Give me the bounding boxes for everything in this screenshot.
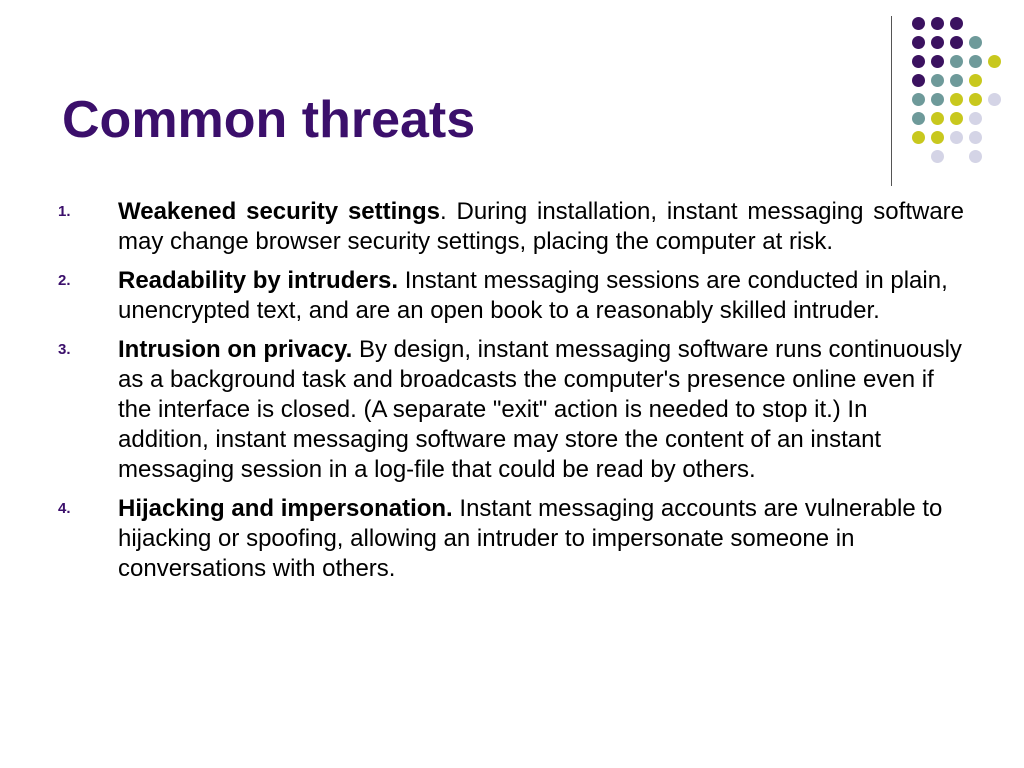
decorative-dot	[931, 74, 944, 87]
threat-item	[58, 335, 964, 485]
slide-title: Common threats	[62, 91, 476, 149]
item-number: 3.	[58, 341, 71, 358]
threat-term: Readability by intruders.	[118, 267, 399, 294]
decorative-dot	[950, 74, 963, 87]
threat-item	[58, 494, 964, 584]
item-number: 4.	[58, 500, 71, 517]
threat-term: Weakened security settings	[118, 198, 440, 225]
decorative-dot	[969, 93, 982, 106]
decorative-dot	[912, 112, 925, 125]
threat-description: By design, instant messaging software runs continuously as a background task and broadcasts the computer's presence online even if the interface is closed. (A separate "exit" action is needed to stop it.) In addition, instant messaging software may store the content of an instant messaging session in a log-file that could be read by others.	[118, 336, 962, 483]
decorative-dot	[912, 93, 925, 106]
threat-item	[58, 266, 964, 326]
decorative-dot	[931, 112, 944, 125]
decorative-dot	[969, 55, 982, 68]
decorative-dot	[950, 17, 963, 30]
decorative-dot	[988, 93, 1001, 106]
decorative-dot	[931, 93, 944, 106]
decorative-dot	[969, 74, 982, 87]
threats-list	[58, 197, 964, 593]
decorative-dot	[931, 55, 944, 68]
item-number: 2.	[58, 272, 71, 289]
decorative-dot	[912, 74, 925, 87]
decorative-dot	[950, 55, 963, 68]
threat-item	[58, 197, 964, 257]
threat-description: Instant messaging accounts are vulnerable to hijacking or spoofing, allowing an intruder to impersonate someone in conversations with others.	[118, 495, 943, 582]
term-separator: .	[439, 198, 457, 225]
decorative-dot	[931, 131, 944, 144]
threat-description: Instant messaging sessions are conducted in plain, unencrypted text, and are an open book to a reasonably skilled intruder.	[118, 267, 948, 324]
decorative-dot	[950, 131, 963, 144]
decorative-dot	[988, 55, 1001, 68]
decorative-dot	[912, 36, 925, 49]
decorative-dot	[931, 36, 944, 49]
decorative-dot	[931, 17, 944, 30]
decorative-dot	[912, 17, 925, 30]
decorative-dot	[931, 150, 944, 163]
term-separator	[352, 336, 359, 363]
threat-term: Intrusion on privacy.	[118, 336, 353, 363]
threat-term: Hijacking and impersonation.	[118, 495, 453, 522]
decorative-dot	[969, 112, 982, 125]
decorative-dot	[912, 55, 925, 68]
item-number: 1.	[58, 203, 71, 220]
decorative-dot	[912, 131, 925, 144]
decorative-dot	[969, 131, 982, 144]
decorative-dot	[950, 93, 963, 106]
decorative-dot	[969, 36, 982, 49]
threat-description: During installation, instant messaging software may change browser security settings, placing the computer at risk.	[118, 198, 965, 255]
decorative-dot	[950, 112, 963, 125]
term-separator	[398, 267, 405, 294]
decorative-dot	[950, 36, 963, 49]
decorative-dot	[969, 150, 982, 163]
decorative-divider	[891, 16, 892, 186]
